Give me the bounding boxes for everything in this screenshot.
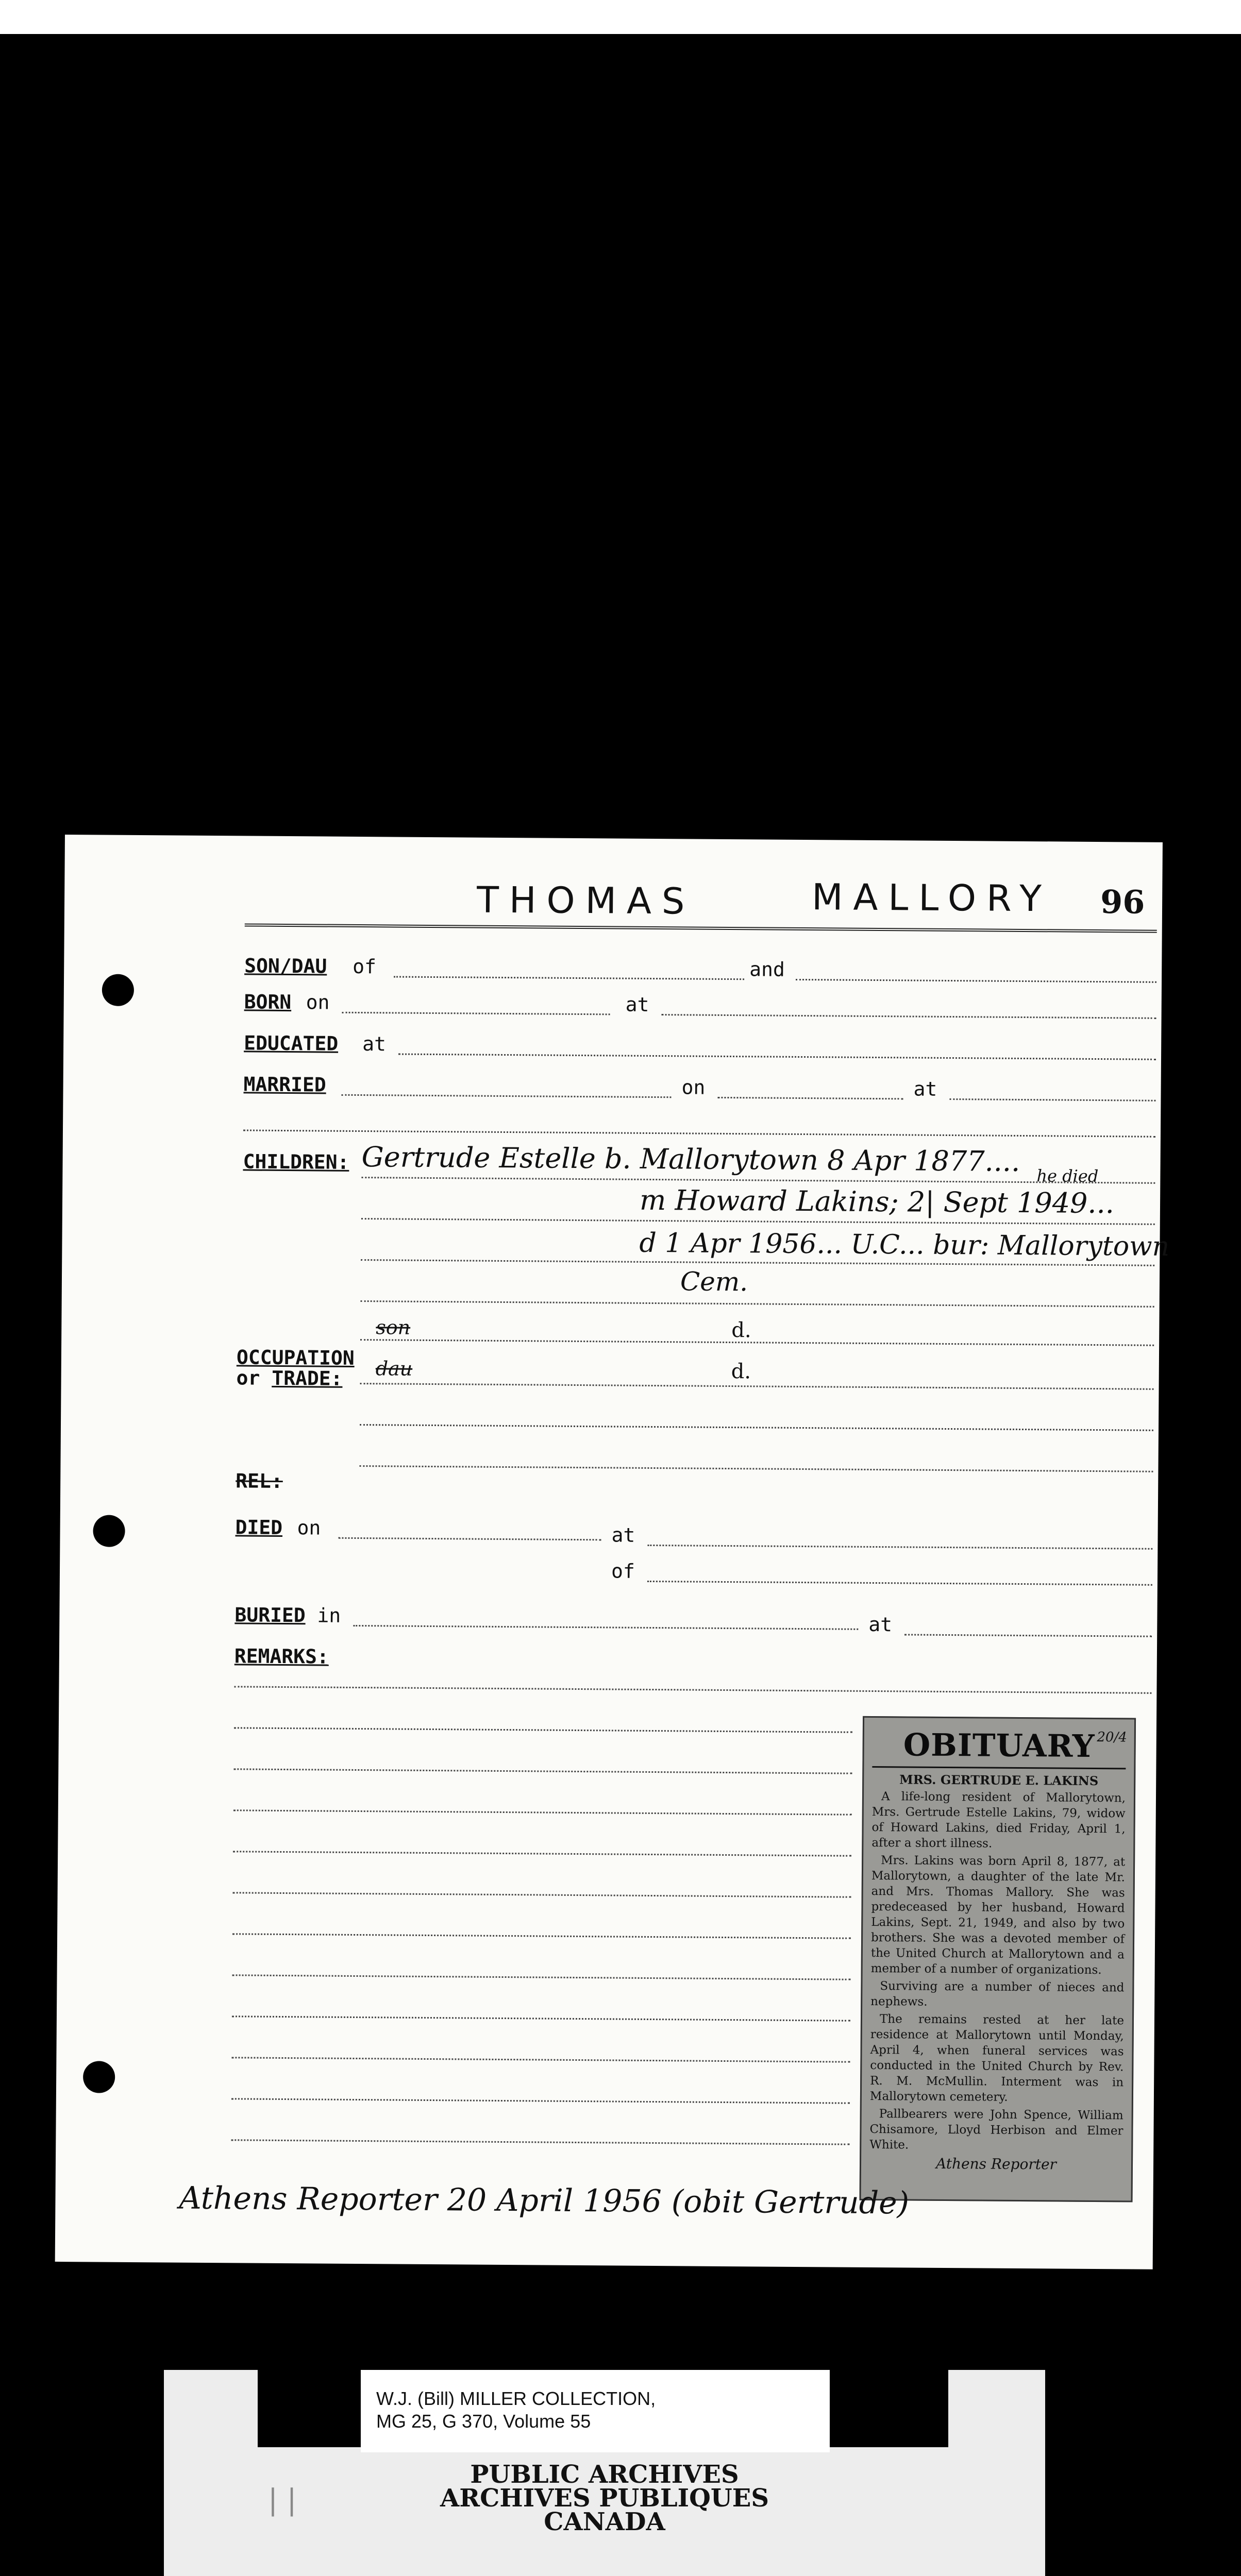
children-entry: d 1 Apr 1956... U.C... bur: Mallorytown (639, 1227, 1170, 1262)
fill-line (796, 979, 1156, 983)
fill-line (232, 1933, 851, 1939)
occupation-label: OCCUPATION (236, 1346, 355, 1369)
clipping-margin-note: 20/4 (1097, 1730, 1127, 1745)
buried-label: BURIED (234, 1603, 306, 1627)
mark-ticks: | | (268, 2483, 297, 2517)
fill-line (398, 1054, 1156, 1060)
given-name: THOMAS (476, 878, 695, 923)
on-label: on (681, 1076, 706, 1099)
index-card (55, 835, 1170, 2269)
fill-line (394, 976, 744, 980)
punch-hole (83, 2061, 115, 2093)
children-entry: m Howard Lakins; 2| Sept 1949... (639, 1183, 1115, 1220)
fill-line (717, 1097, 903, 1100)
collection-line: MG 25, G 370, Volume 55 (376, 2411, 591, 2432)
children-insert: he died (1036, 1166, 1099, 1187)
struck-son-label: son (376, 1316, 411, 1339)
fill-line (360, 1424, 1153, 1431)
obituary-headline: MRS. GERTRUDE E. LAKINS (899, 1772, 1099, 1789)
obituary-clipping (860, 1716, 1136, 2202)
fill-line (234, 1727, 852, 1733)
in-label: in (317, 1604, 341, 1627)
fill-line (231, 2057, 850, 2062)
married-label: MARRIED (243, 1073, 326, 1096)
obituary-title: OBITUARY (903, 1727, 1095, 1765)
fill-line (904, 1634, 1152, 1637)
obituary-paragraph: The remains rested at her late residence at Mallorytown until Monday, April 4, when funeral services was conducted in the United Church by Rev. R. M. McMullin. Interment was in Mallorytown cemetery. (869, 2012, 1125, 2104)
obituary-paragraph: Pallbearers were John Spence, William Chisamore, Lloyd Herbison and Elmer White. (869, 2107, 1123, 2152)
of-label: of (353, 955, 377, 978)
fill-line (341, 1094, 671, 1098)
at-label: at (362, 1032, 387, 1056)
archives-line: ARCHIVES PUBLIQUES (440, 2484, 769, 2513)
fill-line (233, 1851, 851, 1856)
fill-line (243, 1129, 1155, 1137)
at-label: at (913, 1077, 937, 1100)
obituary-paragraph: A life-long resident of Mallorytown, Mrs. Gertrude Estelle Lakins, 79, widow of Howard Lakins, died Friday, April 1, after a short illness. (871, 1790, 1126, 1851)
and-label: and (749, 958, 785, 981)
died-mark: d. (731, 1360, 751, 1384)
rel-label: REL: (236, 1469, 283, 1493)
died-mark: d. (731, 1318, 751, 1343)
surname: MALLORY (811, 876, 1052, 920)
fill-line (233, 1892, 851, 1897)
of-label: of (611, 1560, 635, 1583)
obituary-paragraph: Mrs. Lakins was born April 8, 1877, at Mallorytown, a daughter of the late Mr. and Mrs. Thomas Mallory. She was predeceased by her husband, Howard Lakins, Sept. 21, 1949, and also by two brothers. She was a devoted member of the United Church at Mallorytown and a member of a number of organizations. (870, 1854, 1126, 1977)
son-dau-label: SON/DAU (244, 954, 327, 978)
fill-line (232, 2015, 850, 2021)
card-number: 96 (1100, 883, 1145, 921)
clipping-rule (872, 1766, 1126, 1769)
on-label: on (306, 991, 330, 1014)
archives-line: CANADA (544, 2507, 665, 2536)
collection-line: W.J. (Bill) MILLER COLLECTION, (376, 2388, 656, 2409)
children-label: CHILDREN: (243, 1150, 349, 1174)
source-note: Athens Reporter 20 April 1956 (obit Gertrude) (179, 2180, 910, 2222)
fill-line (949, 1098, 1155, 1101)
fill-line (662, 1014, 1156, 1019)
on-label: on (297, 1516, 321, 1539)
fill-line (231, 2139, 849, 2145)
died-label: DIED (235, 1516, 283, 1539)
children-entry: Cem. (680, 1266, 748, 1297)
fill-line (353, 1625, 858, 1630)
fill-line (233, 1809, 852, 1815)
fill-line (647, 1545, 1152, 1550)
fill-line (360, 1383, 1154, 1390)
clipping-source-signature: Athens Reporter (935, 2155, 1057, 2173)
obituary-paragraph: Surviving are a number of nieces and nephews. (870, 1979, 1125, 2009)
fill-line (234, 1686, 1151, 1693)
fill-line (647, 1581, 1152, 1586)
archives-line: PUBLIC ARCHIVES (470, 2460, 739, 2489)
children-entry: Gertrude Estelle b. Mallorytown 8 Apr 1877.... (361, 1141, 1020, 1178)
remarks-label: REMARKS: (234, 1645, 329, 1668)
at-label: at (611, 1523, 635, 1547)
fill-line (342, 1012, 610, 1015)
top-white-strip (0, 0, 1241, 34)
archives-stamp (164, 2460, 1045, 2536)
or-trade-label: or TRADE: (236, 1366, 343, 1390)
born-label: BORN (244, 990, 292, 1014)
punch-hole (102, 974, 134, 1006)
educated-label: EDUCATED (244, 1031, 339, 1055)
collection-label (361, 2370, 830, 2452)
struck-dau-label: dau (375, 1357, 413, 1380)
fill-line (231, 2098, 850, 2104)
at-label: at (868, 1613, 893, 1636)
punch-hole (93, 1515, 125, 1547)
header-rule (245, 923, 1157, 933)
fill-line (233, 1768, 852, 1774)
fill-line (361, 1300, 1154, 1308)
fill-line (360, 1339, 1154, 1346)
fill-line (359, 1465, 1153, 1472)
fill-line (338, 1537, 601, 1541)
at-label: at (625, 993, 649, 1016)
fill-line (232, 1974, 851, 1980)
